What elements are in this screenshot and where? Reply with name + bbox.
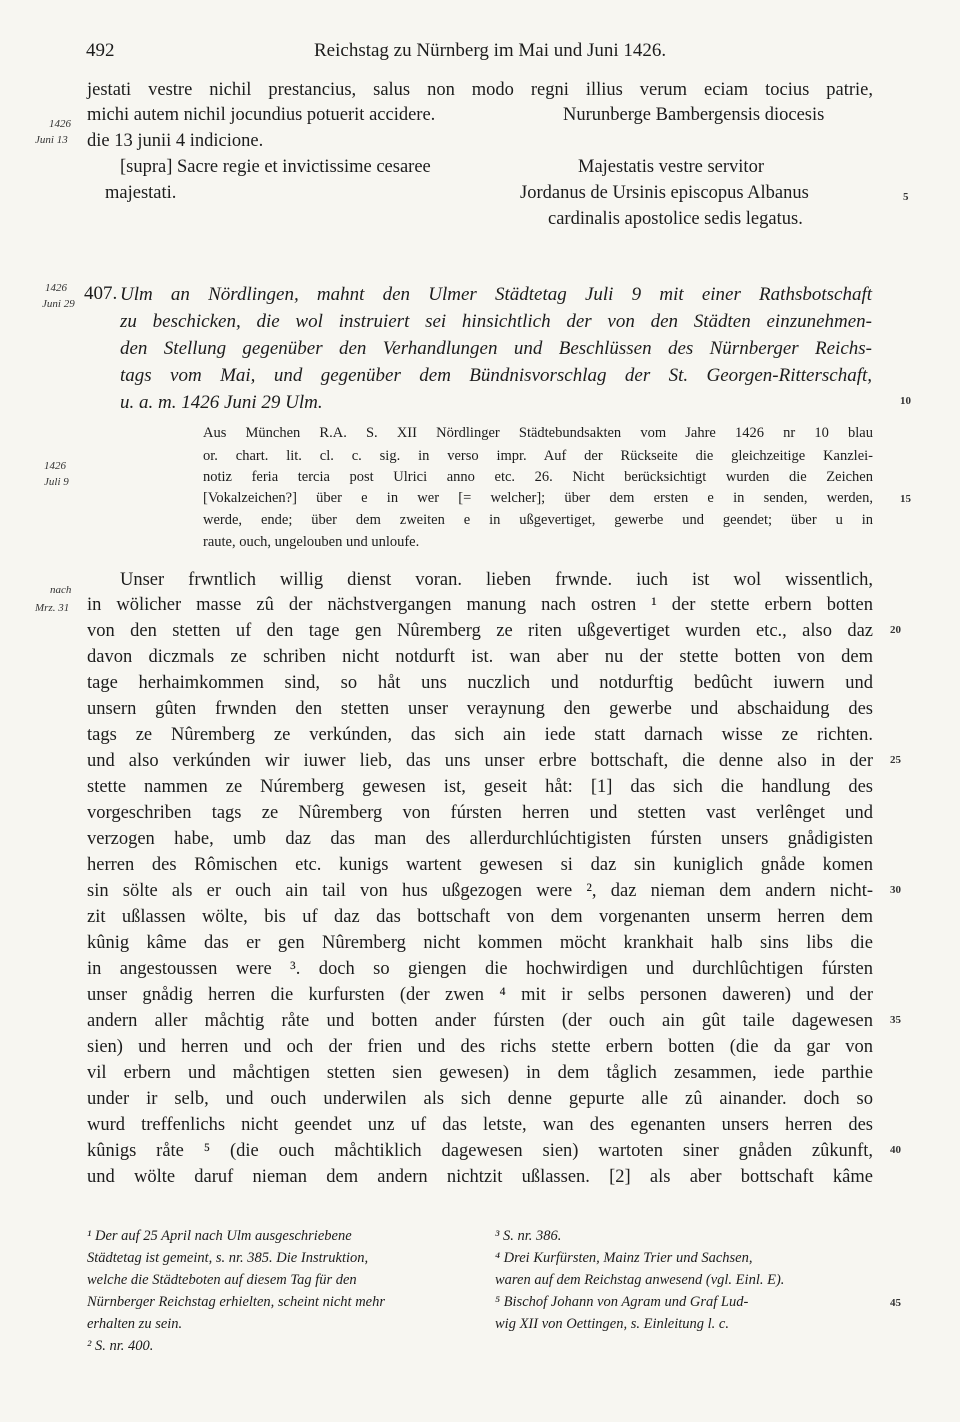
doc-title-line-5: u. a. m. 1426 Juni 29 Ulm.	[120, 392, 323, 413]
footnote-right-4: ⁵ Bischof Johann von Agram und Graf Lud-	[495, 1294, 749, 1310]
source-line-5: werde, ende; über dem zweiten e in ußgevertiget, gewerbe und geendet; über u in	[203, 512, 873, 528]
source-line-1: Aus München R.A. S. XII Nördlinger Städtebundsakten vom Jahre 1426 nr 10 blau	[203, 425, 873, 441]
line-number-30: 30	[890, 884, 901, 896]
footnote-right-1: ³ S. nr. 386.	[495, 1228, 562, 1244]
body-line-21: under ir selb, und ouch underwilen als sich denne gepurte alle zû ainander. doch so	[87, 1089, 873, 1109]
page-number: 492	[86, 40, 115, 61]
line-number-20: 20	[890, 624, 901, 636]
doc-title-line-1: Ulm an Nördlingen, mahnt den Ulmer Städtetag Juli 9 mit einer Rathsbotschaft	[120, 284, 872, 305]
body-line-24: und wölte daruf nieman dem andern nichtzit ußlassen. [2] als aber bottschaft kâme	[87, 1167, 873, 1187]
source-line-6: raute, ouch, ungelouben und unloufe.	[203, 534, 420, 550]
doc-margin-year: 1426	[45, 282, 67, 294]
body-line-7: tags ze Nûremberg ze verkúnden, das sich ain iede statt darnach wisse ze richten.	[87, 725, 873, 745]
footnote-left-5: erhalten zu sein.	[87, 1316, 183, 1332]
body-line-2: in wölicher masse zû der nächstvergangen manung nach ostren ¹ der stette erbern botten	[87, 595, 873, 615]
source-margin-date: Juli 9	[44, 476, 69, 488]
body-line-22: wurd treffenlichs nicht geendet unz uf das letste, wan des egenanten unsers herren des	[87, 1115, 873, 1135]
body-line-3: von den stetten uf den tage gen Nûremberg ze riten ußgevertiget wurden etc., also daz	[87, 621, 873, 641]
body-line-12: herren des Rômischen etc. kunigs wartent gewesen si daz sin kuniglich gnåde komen	[87, 855, 873, 875]
body-line-11: verzogen habe, umb daz das man des allerdurchlúchtigisten fúrsten unsers gnådigisten	[87, 829, 873, 849]
footnote-left-2: Städtetag ist gemeint, s. nr. 385. Die Instruktion,	[87, 1250, 369, 1266]
footnote-right-3: waren auf dem Reichstag anwesend (vgl. Einl. E).	[495, 1272, 785, 1288]
doc-title-line-4: tags vom Mai, und gegenüber dem Bündnisvorschlag der St. Georgen-Ritterschaft,	[120, 365, 872, 386]
line-number-45: 45	[890, 1297, 901, 1309]
body-line-4: davon diczmals ze schriben nicht notdurft ist. wan aber nu der stette botten von dem	[87, 647, 873, 667]
footnote-left-4: Nürnberger Reichstag erhielten, scheint nicht mehr	[87, 1294, 386, 1310]
body-line-5: tage herhaimkommen sind, so håt uns nuczlich und notdurftig bedûcht iuwern und	[87, 673, 873, 693]
line-number-5: 5	[903, 191, 909, 203]
source-margin-year: 1426	[44, 460, 66, 472]
top-line-6: majestati.	[105, 183, 177, 203]
body-line-20: vil erbern und måchtigen stetten sien gewesen) in dem tåglich zesammen, iede parthie	[87, 1063, 873, 1083]
doc-title-line-2: zu beschicken, die wol instruiert sei hinsichtlich der von den Städten einzunehmen-	[120, 311, 872, 332]
body-line-18: andern aller måchtig råte und botten ander fúrsten (der ouch ain gût taile dagewesen	[87, 1011, 873, 1031]
body-line-17: unser gnådig herren die kurfursten (der zwen ⁴ mit ir selbs personen daweren) und der	[87, 985, 873, 1005]
body-line-23: kûnigs råte ⁵ (die ouch måchtiklich dagewesen sien) wartoten siner gnåden zûkunft,	[87, 1141, 873, 1161]
doc-margin-date: Juni 29	[42, 298, 75, 310]
footnote-right-2: ⁴ Drei Kurfürsten, Mainz Trier und Sachsen,	[495, 1250, 753, 1266]
body-line-14: zit ußlassen wölte, bis uf daz das bottschaft von dem vorgenanten unserm herren dem	[87, 907, 873, 927]
footnote-left-1: ¹ Der auf 25 April nach Ulm ausgeschriebene	[87, 1228, 352, 1244]
body-line-15: kûnig kâme das er gen Nûremberg nicht kommen möcht krankhait halb sins libs die	[87, 933, 873, 953]
footnote-left-6: ² S. nr. 400.	[87, 1338, 154, 1354]
body-line-9: stette nammen ze Núremberg gewesen ist, geseit håt: [1] das sich die handlung des	[87, 777, 873, 797]
body-line-13: sin sölte als er ouch ain tail von hus ußgezogen were ², daz nieman dem andern nicht-	[87, 881, 873, 901]
line-number-25: 25	[890, 754, 901, 766]
top-line-9: cardinalis apostolice sedis legatus.	[548, 209, 803, 229]
line-number-40: 40	[890, 1144, 901, 1156]
running-title: Reichstag zu Nürnberg im Mai und Juni 1426.	[314, 40, 667, 61]
source-line-3: notiz feria tercia post Ulrici anno etc. 26. Nicht berücksichtigt wurden die Zeichen	[203, 469, 873, 485]
body-line-19: sien) und herren und och der frien und des richs stette erbern botten (die da gar von	[87, 1037, 873, 1057]
top-line-3: Nurunberge Bambergensis diocesis	[563, 105, 825, 125]
top-margin-date: Juni 13	[35, 134, 68, 146]
line-number-15: 15	[900, 493, 911, 505]
document-number: 407.	[84, 283, 118, 304]
top-line-1: jestati vestre nichil prestancius, salus non modo regni illius verum eciam tocius patrie,	[87, 80, 873, 100]
top-margin-year: 1426	[49, 118, 71, 130]
footnote-left-3: welche die Städteboten auf diesem Tag für den	[87, 1272, 357, 1288]
top-line-2: michi autem nichil jocundius potuerit accidere.	[87, 105, 436, 125]
top-line-4: die 13 junii 4 indicione.	[87, 131, 264, 151]
body-line-16: in angestoussen were ³. doch so giengen die hochwirdigen und durchlûchtigen fúrsten	[87, 959, 873, 979]
line-number-35: 35	[890, 1014, 901, 1026]
body-line-6: unsern gûten frwnden den stetten unser veraynung den gewerbe und abschaidung des	[87, 699, 873, 719]
top-line-8: Jordanus de Ursinis episcopus Albanus	[520, 183, 809, 203]
doc-title-line-3: den Stellung gegenüber den Verhandlungen und Beschlüssen des Nürnberger Reichs-	[120, 338, 872, 359]
body-line-10: vorgeschriben tags ze Nûremberg von fúrsten herren und stetten vast verlênget und	[87, 803, 873, 823]
body-line-1: Unser frwntlich willig dienst voran. lieben frwnde. iuch ist wol wissentlich,	[120, 570, 873, 590]
source-line-4: [Vokalzeichen?] über e in wer [= welcher]; über dem ersten e in senden, werden,	[203, 490, 873, 506]
top-line-7: Majestatis vestre servitor	[578, 157, 764, 177]
footnote-right-5: wig XII von Oettingen, s. Einleitung l. c.	[495, 1316, 729, 1332]
body-line-8: und also verkúnden wir iuwer lieb, das uns unser erbre bottschaft, die denne also in der	[87, 751, 873, 771]
source-line-2: or. chart. lit. cl. c. sig. in verso impr. Auf der Rückseite die gleichzeitige Kanzlei-	[203, 448, 873, 464]
body-margin-note-bottom: Mrz. 31	[35, 602, 70, 614]
body-margin-note-top: nach	[50, 584, 72, 596]
line-number-10: 10	[900, 395, 911, 407]
top-line-5: [supra] Sacre regie et invictissime cesaree	[120, 157, 431, 177]
